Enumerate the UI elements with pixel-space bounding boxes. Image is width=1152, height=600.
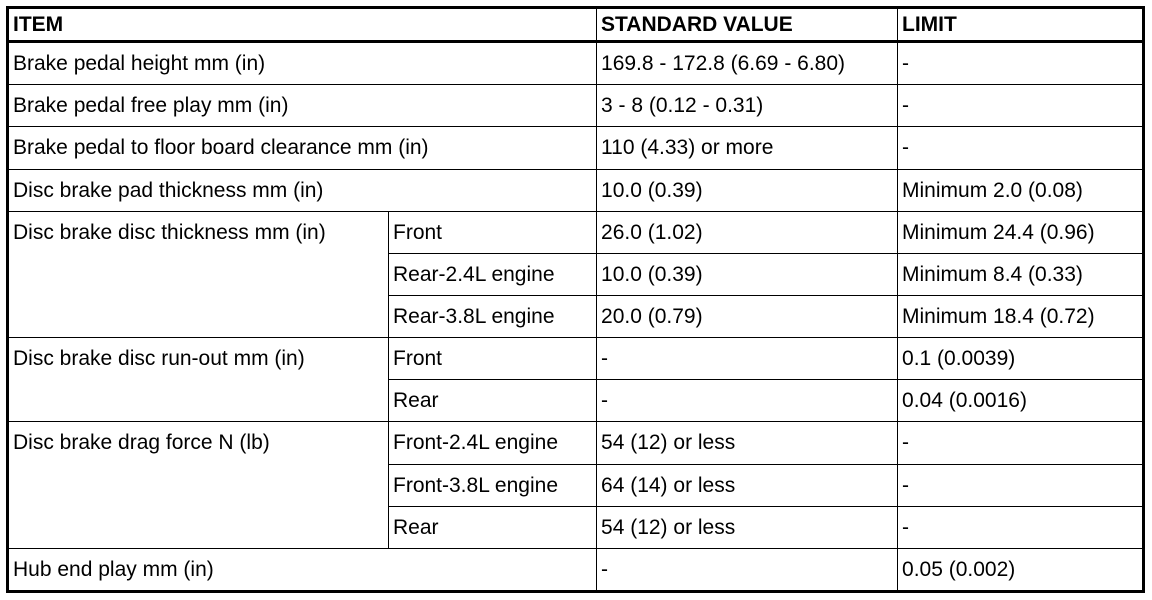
limit-cell: - [898,422,1144,464]
limit-cell: 0.1 (0.0039) [898,338,1144,380]
standard-value-cell: 169.8 - 172.8 (6.69 - 6.80) [597,42,898,85]
standard-value-cell: 10.0 (0.39) [597,169,898,211]
item-cell: Disc brake disc thickness mm (in) [8,211,389,337]
sub-item-cell: Rear-3.8L engine [389,295,597,337]
item-cell: Brake pedal free play mm (in) [8,85,597,127]
standard-value-cell: - [597,548,898,591]
table-row [8,42,1144,85]
item-cell: Disc brake pad thickness mm (in) [8,169,597,211]
table-row [8,85,1144,127]
limit-cell: Minimum 8.4 (0.33) [898,253,1144,295]
header-row [8,8,1144,42]
header-standard-value: STANDARD VALUE [597,8,898,42]
limit-cell: Minimum 24.4 (0.96) [898,211,1144,253]
sub-item-cell: Rear-2.4L engine [389,253,597,295]
item-cell: Hub end play mm (in) [8,548,597,591]
item-cell: Brake pedal height mm (in) [8,42,597,85]
table-row [8,127,1144,169]
sub-item-cell: Front [389,211,597,253]
sub-item-cell: Rear [389,380,597,422]
table-row [8,422,1144,464]
sub-item-cell: Front-3.8L engine [389,464,597,506]
limit-cell: - [898,506,1144,548]
standard-value-cell: 110 (4.33) or more [597,127,898,169]
table-row [8,169,1144,211]
standard-value-cell: - [597,380,898,422]
item-cell: Brake pedal to floor board clearance mm (in) [8,127,597,169]
sub-item-cell: Front-2.4L engine [389,422,597,464]
limit-cell: Minimum 18.4 (0.72) [898,295,1144,337]
standard-value-cell: 10.0 (0.39) [597,253,898,295]
limit-cell: 0.05 (0.002) [898,548,1144,591]
limit-cell: - [898,42,1144,85]
standard-value-cell: - [597,338,898,380]
standard-value-cell: 26.0 (1.02) [597,211,898,253]
item-cell: Disc brake drag force N (lb) [8,422,389,548]
header-item: ITEM [8,8,597,42]
standard-value-cell: 3 - 8 (0.12 - 0.31) [597,85,898,127]
sub-item-cell: Front [389,338,597,380]
standard-value-cell: 64 (14) or less [597,464,898,506]
limit-cell: Minimum 2.0 (0.08) [898,169,1144,211]
limit-cell: - [898,85,1144,127]
table-row [8,211,1144,253]
standard-value-cell: 20.0 (0.79) [597,295,898,337]
item-cell: Disc brake disc run-out mm (in) [8,338,389,422]
limit-cell: - [898,464,1144,506]
table-row [8,338,1144,380]
brake-spec-table [6,6,1145,593]
header-limit: LIMIT [898,8,1144,42]
sub-item-cell: Rear [389,506,597,548]
table-row [8,548,1144,591]
standard-value-cell: 54 (12) or less [597,422,898,464]
limit-cell: - [898,127,1144,169]
limit-cell: 0.04 (0.0016) [898,380,1144,422]
standard-value-cell: 54 (12) or less [597,506,898,548]
